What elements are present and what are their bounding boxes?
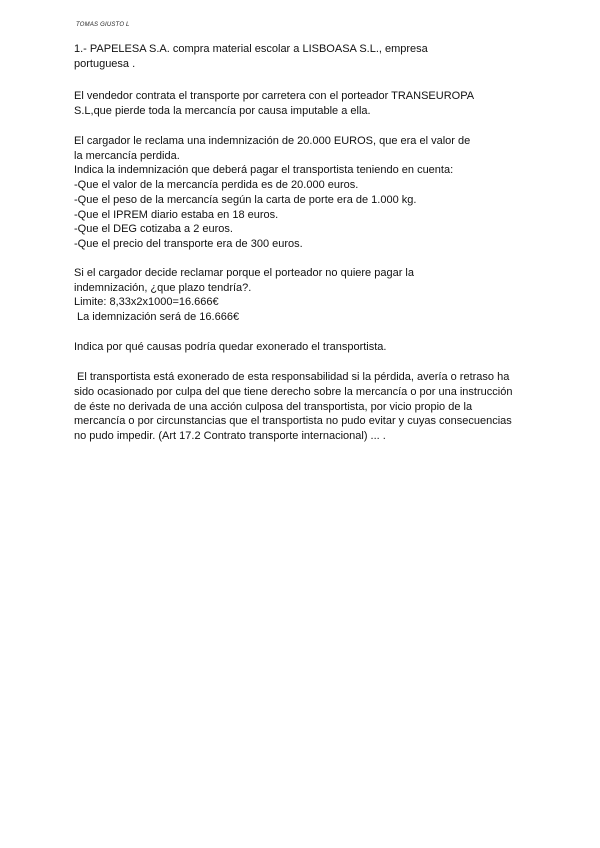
paragraph-line: la mercancía perdida.: [74, 150, 180, 162]
paragraph-line: Si el cargador decide reclamar porque el porteador no quiere pagar la: [74, 267, 414, 279]
answer-line: El transportista está exonerado de esta responsabilidad si la pérdida, avería o retraso ha: [77, 371, 510, 383]
result-line: La idemnización será de 16.666€: [77, 311, 240, 323]
list-item: -Que el peso de la mercancía según la carta de porte era de 1.000 kg.: [74, 194, 417, 206]
list-item: -Que el precio del transporte era de 300 euros.: [74, 238, 303, 250]
list-item: -Que el DEG cotizaba a 2 euros.: [74, 223, 233, 235]
question-title-line: portuguesa .: [74, 58, 136, 70]
header-note: TOMAS GIUSTO L: [76, 22, 130, 28]
paragraph-line: indemnización, ¿que plazo tendría?.: [74, 282, 252, 294]
paragraph-line: El vendedor contrata el transporte por carretera con el porteador TRANSEUROPA: [74, 90, 475, 102]
answer-line: mercancía o por circunstancias que el transportista no pudo evitar y cuyas consecuencias: [74, 415, 512, 427]
paragraph-line: El cargador le reclama una indemnización de 20.000 EUROS, que era el valor de: [74, 135, 471, 147]
question-title-line: 1.- PAPELESA S.A. compra material escolar a LISBOASA S.L., empresa: [74, 43, 428, 55]
answer-line: no pudo impedir. (Art 17.2 Contrato transporte internacional) ... .: [74, 430, 386, 442]
paragraph-line: Indica la indemnización que deberá pagar el transportista teniendo en cuenta:: [74, 164, 454, 176]
paragraph-line: S.L,que pierde toda la mercancía por causa imputable a ella.: [74, 105, 371, 117]
answer-line: sido ocasionado por culpa del que tiene derecho sobre la mercancía o por una instrucción: [74, 386, 513, 398]
question-line: Indica por qué causas podría quedar exonerado el transportista.: [74, 341, 387, 353]
list-item: -Que el IPREM diario estaba en 18 euros.: [74, 209, 279, 221]
calculation-line: Limite: 8,33x2x1000=16.666€: [74, 296, 219, 308]
answer-line: de éste no derivada de una acción culposa del transportista, por vicio propio de la: [74, 401, 473, 413]
list-item: -Que el valor de la mercancía perdida es de 20.000 euros.: [74, 179, 359, 191]
